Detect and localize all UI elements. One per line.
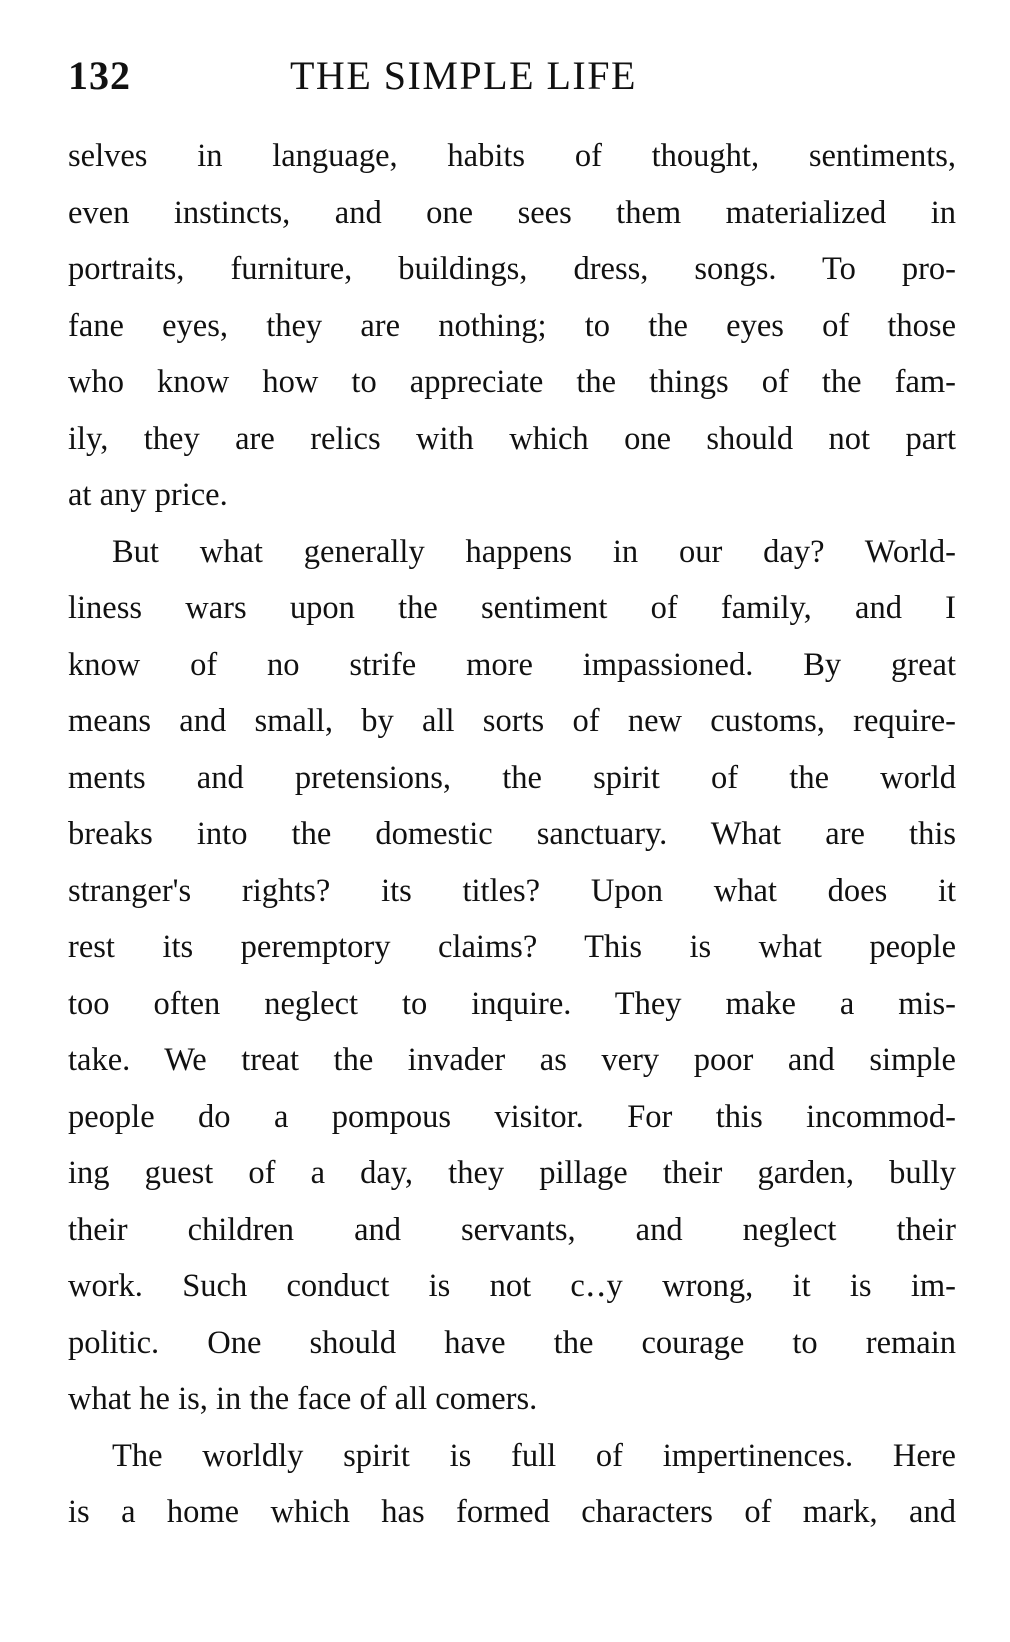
text-line: people do a pompous visitor. For this incommod- xyxy=(68,1098,956,1135)
text-line: stranger's rights? its titles? Upon what does it xyxy=(68,872,956,909)
text-line: But what generally happens in our day? World- xyxy=(112,533,956,570)
text-line: ments and pretensions, the spirit of the world xyxy=(68,759,956,796)
text-line: portraits, furniture, buildings, dress, songs. To pro- xyxy=(68,251,956,287)
page-number: 132 xyxy=(68,53,131,98)
text-line: even instincts, and one sees them materialized in xyxy=(68,194,956,231)
page-header xyxy=(68,52,948,112)
text-line: who know how to appreciate the things of the fam- xyxy=(68,364,956,400)
text-line: their children and servants, and neglect their xyxy=(68,1211,956,1248)
text-line: breaks into the domestic sanctuary. What are this xyxy=(68,816,956,852)
text-line: know of no strife more impassioned. By great xyxy=(68,646,956,683)
text-line: politic. One should have the courage to remain xyxy=(68,1324,956,1361)
text-line: is a home which has formed characters of mark, and xyxy=(68,1494,956,1530)
text-line: liness wars upon the sentiment of family, and I xyxy=(68,590,956,626)
text-line: means and small, by all sorts of new customs, require- xyxy=(68,703,956,739)
text-line: at any price. xyxy=(68,477,228,513)
text-line: rest its peremptory claims? This is what people xyxy=(68,929,956,965)
running-title: THE SIMPLE LIFE xyxy=(290,53,637,98)
text-line: selves in language, habits of thought, sentiments, xyxy=(68,138,956,174)
body-text xyxy=(68,128,956,1541)
text-line: too often neglect to inquire. They make a mis- xyxy=(68,985,956,1022)
text-line: ily, they are relics with which one should not part xyxy=(68,420,956,457)
text-line: fane eyes, they are nothing; to the eyes of those xyxy=(68,307,956,344)
text-line: take. We treat the invader as very poor and simple xyxy=(68,1042,956,1078)
text-line: The worldly spirit is full of impertinences. Here xyxy=(112,1437,956,1474)
text-line: work. Such conduct is not c․․y wrong, it is im- xyxy=(68,1268,956,1304)
text-line: ing guest of a day, they pillage their garden, bully xyxy=(68,1155,956,1191)
text-line: what he is, in the face of all comers. xyxy=(68,1381,538,1417)
